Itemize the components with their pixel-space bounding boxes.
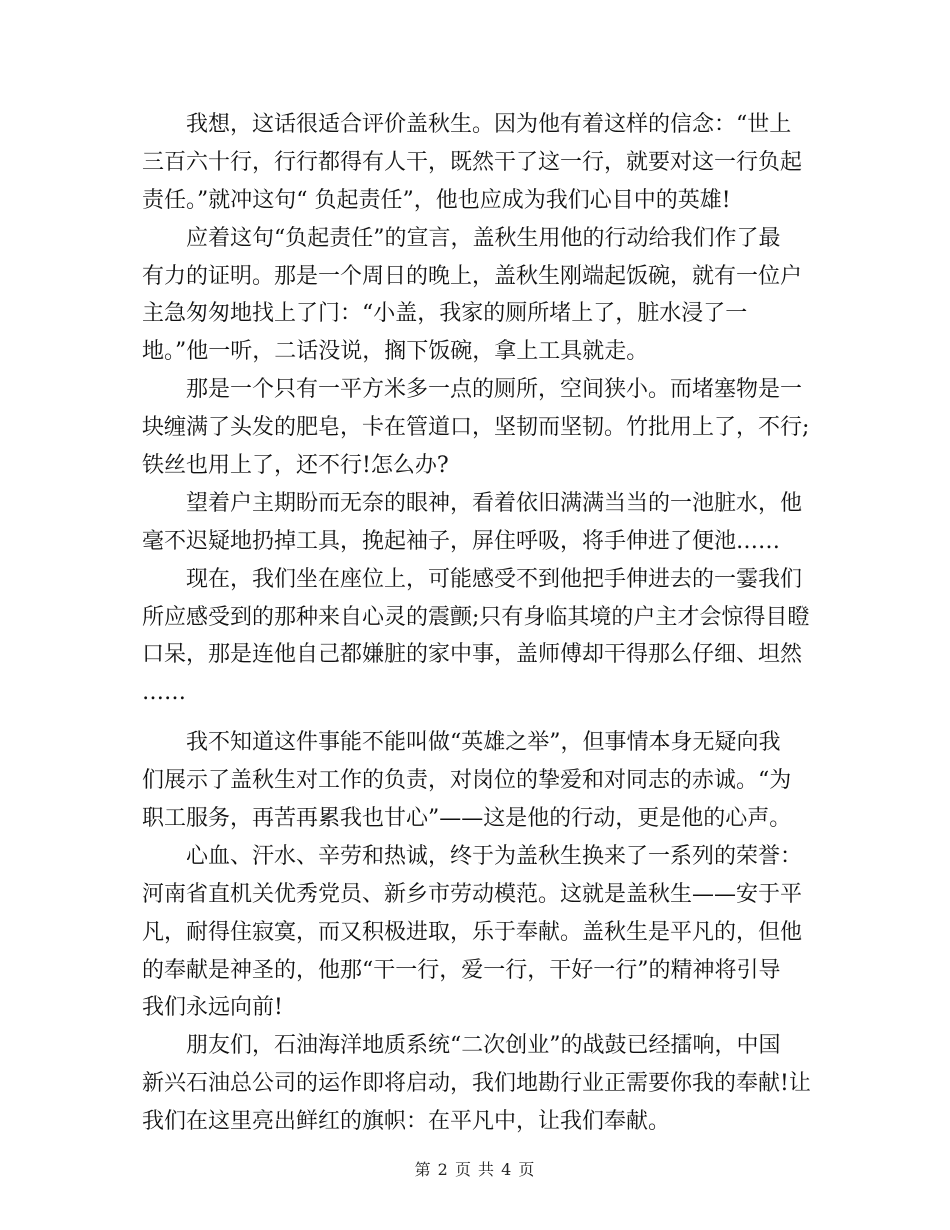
text-line: 责任。”就冲这句“ 负起责任”，他也应成为我们心目中的英雄! <box>142 187 731 213</box>
text-line: 心血、汗水、辛劳和热诚，终于为盖秋生换来了一系列的荣誉： <box>142 843 803 869</box>
text-line: 口呆，那是连他自己都嫌脏的家中事，盖师傅却干得那么仔细、坦然 <box>142 642 803 668</box>
text-line: 那是一个只有一平方米多一点的厕所，空间狭小。而堵塞物是一 <box>142 377 803 403</box>
text-line: 的奉献是神圣的，他那“干一行，爱一行，干好一行”的精神将引导 <box>142 957 781 983</box>
body-text <box>142 106 811 1141</box>
text-line: 我想，这话很适合评价盖秋生。因为他有着这样的信念：“世上 <box>142 112 792 137</box>
text-line: 我们永远向前! <box>142 995 283 1021</box>
text-line: 朋友们，石油海洋地质系统“二次创业”的战鼓已经擂响，中国 <box>142 1033 781 1059</box>
text-line: 主急匆匆地找上了门：“小盖，我家的厕所堵上了，脏水浸了一 <box>142 301 748 327</box>
text-line: 块缠满了头发的肥皂，卡在管道口，坚韧而坚韧。竹批用上了，不行; <box>142 415 810 441</box>
text-line: 应着这句“负起责任”的宣言，盖秋生用他的行动给我们作了最 <box>142 225 781 251</box>
text-line: 三百六十行，行行都得有人干，既然干了这一行，就要对这一行负起 <box>142 149 803 175</box>
text-line: 有力的证明。那是一个周日的晚上，盖秋生刚端起饭碗，就有一位户 <box>142 263 803 289</box>
text-line: …… <box>142 680 186 706</box>
text-line: 新兴石油总公司的运作即将启动，我们地勘行业正需要你我的奉献!让 <box>142 1071 811 1097</box>
paragraph-gap <box>142 712 804 724</box>
text-line: 凡，耐得住寂寞，而又积极进取，乐于奉献。盖秋生是平凡的，但他 <box>142 919 803 945</box>
text-line: 铁丝也用上了，还不行!怎么办? <box>142 453 449 479</box>
page-footer: 第 2 页 共 4 页 <box>414 1160 536 1179</box>
text-line: 我们在这里亮出鲜红的旗帜：在平凡中，让我们奉献。 <box>142 1109 671 1135</box>
text-line: 河南省直机关优秀党员、新乡市劳动模范。这就是盖秋生——安于平 <box>142 881 803 907</box>
text-line: 地。”他一听，二话没说，搁下饭碗，拿上工具就走。 <box>142 339 649 365</box>
text-line: 我不知道这件事能不能叫做“英雄之举”，但事情本身无疑向我 <box>142 730 781 756</box>
text-line: 所应感受到的那种来自心灵的震颤;只有身临其境的户主才会惊得目瞪 <box>142 604 810 630</box>
text-line: 望着户主期盼而无奈的眼神，看着依旧满满当当的一池脏水，他 <box>142 490 803 516</box>
text-line: 职工服务，再苦再累我也甘心”——这是他的行动，更是他的心声。 <box>142 806 792 832</box>
text-line: 毫不迟疑地扔掉工具，挽起袖子，屏住呼吸，将手伸进了便池…… <box>142 528 781 554</box>
text-line: 现在，我们坐在座位上，可能感受不到他把手伸进去的一霎我们 <box>142 566 803 592</box>
text-line: 们展示了盖秋生对工作的负责，对岗位的挚爱和对同志的赤诚。“为 <box>142 768 792 794</box>
